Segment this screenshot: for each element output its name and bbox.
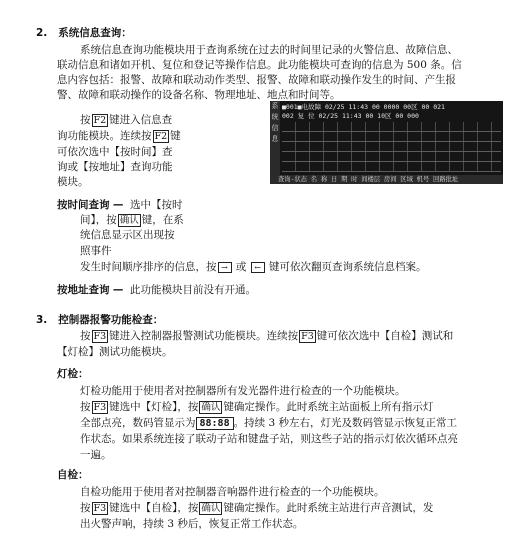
- right-arrow-key-icon: →: [218, 262, 232, 273]
- paragraph-line: 联动信息和诸如开机、复位和登记等操作信息。此功能模块可查询的信息为 500 条。信: [57, 59, 462, 71]
- paragraph-line: 灯检功能用于使用者对控制器所有发光器件进行检查的一个功能模块。: [80, 385, 406, 397]
- left-arrow-key-icon: ←: [251, 262, 265, 273]
- screen-record-row: ■001■电故障 02/25 11:43 00 0000 00区 00 021: [282, 103, 445, 111]
- instruction-line: 照事件: [80, 245, 112, 257]
- f3-key: F3: [93, 503, 107, 514]
- paragraph-line: 系统信息查询功能模块用于查询系统在过去的时间里记录的火警信息、故障信息、: [80, 44, 458, 56]
- paragraph-line: 息内容包括：报警、故障和联动动作类型、报警、故障和联动操作发生的时间、产生报: [57, 74, 456, 86]
- instruction-line: 发生时间顺序排序的信息，按 → 或 ← 键可依次翻页查询系统信息档案。: [80, 261, 427, 273]
- section-number: 2.: [36, 27, 48, 39]
- section-title: 系统信息查询：: [58, 27, 132, 39]
- f3-key: F3: [93, 402, 107, 413]
- paragraph-line: 警、故障和联动操作的设备名称、物理地址、地点和时间等。: [57, 89, 341, 101]
- self-check-heading: 自检：: [57, 469, 89, 481]
- f2-key: F2: [93, 115, 107, 126]
- section-number: 3.: [36, 314, 48, 326]
- f3-key: F3: [301, 331, 314, 342]
- screen-record-row: 002 复 位 02/25 11:43 00 10区 00 000: [282, 112, 419, 120]
- section-3-heading: [36, 313, 163, 327]
- screen-side-label: 系 统 信 息: [270, 101, 280, 176]
- address-query-label: 按地址查询: [57, 284, 110, 296]
- instruction-line: 间】，按 确认 键，在系: [80, 214, 184, 226]
- paragraph-line: 按 F3 键进入控制器报警测试功能模块。连续按 F3 键可依次选中【自检】测试和: [80, 330, 454, 342]
- section-2-heading: [36, 26, 132, 40]
- time-query-label: 按时间查询: [57, 199, 110, 211]
- digital-display: 88:88: [196, 417, 234, 430]
- instruction-line: 询功能模块。连续按 F2 键: [57, 130, 181, 142]
- confirm-key: 确认: [201, 402, 221, 413]
- paragraph-line: 出火警声响，持续 3 秒后，恢复正常工作状态。: [80, 518, 304, 530]
- paragraph-line: 自检功能用于使用者对控制器音响器件进行检查的一个功能模块。: [80, 486, 385, 498]
- confirm-key: 确认: [119, 215, 139, 226]
- screen-grid: [282, 122, 501, 172]
- f2-key: F2: [154, 131, 168, 142]
- instruction-line: 可依次选中【按时间】查: [57, 146, 173, 158]
- confirm-key: 确认: [201, 503, 221, 514]
- f3-key: F3: [93, 331, 107, 342]
- instruction-line: 模块。: [57, 176, 89, 188]
- section-title: 控制器报警功能检查：: [58, 314, 164, 326]
- paragraph-line: 【灯检】测试功能模块。: [57, 346, 173, 358]
- lamp-check-heading: 灯检：: [57, 368, 89, 380]
- instruction-line: 按 F2 键进入信息查: [80, 114, 173, 126]
- paragraph-line: 全部点亮，数码管显示为 88:88 。持续 3 秒左右，灯光及数码管显示恢复正常工: [80, 417, 457, 429]
- screen-footer: 查询-状态 名 称 日 期 时 间楼层 房间 区域 机号 回路批址: [270, 175, 503, 184]
- address-query-line: 按地址查询 — 此功能模块目前没有开通。: [57, 284, 257, 296]
- instruction-line: 询或【按地址】查询功能: [57, 161, 173, 173]
- paragraph-line: 作状态。如果系统连接了联动子站和键盘子站，则这些子站的指示灯依次循环点亮: [80, 433, 458, 445]
- lcd-screen: [270, 101, 503, 184]
- paragraph-line: 一遍。: [80, 449, 112, 461]
- paragraph-line: 按 F3 键选中【自检】，按 确认 键确定操作。此时系统主站进行声音测试，发: [80, 502, 434, 514]
- instruction-line: 统信息显示区出现按: [80, 229, 175, 241]
- time-query-line: 按时间查询 — 选中【按时: [57, 199, 183, 211]
- paragraph-line: 按 F3 键选中【灯检】，按 确认 键确定操作。此时系统主站面板上所有指示灯: [80, 401, 434, 413]
